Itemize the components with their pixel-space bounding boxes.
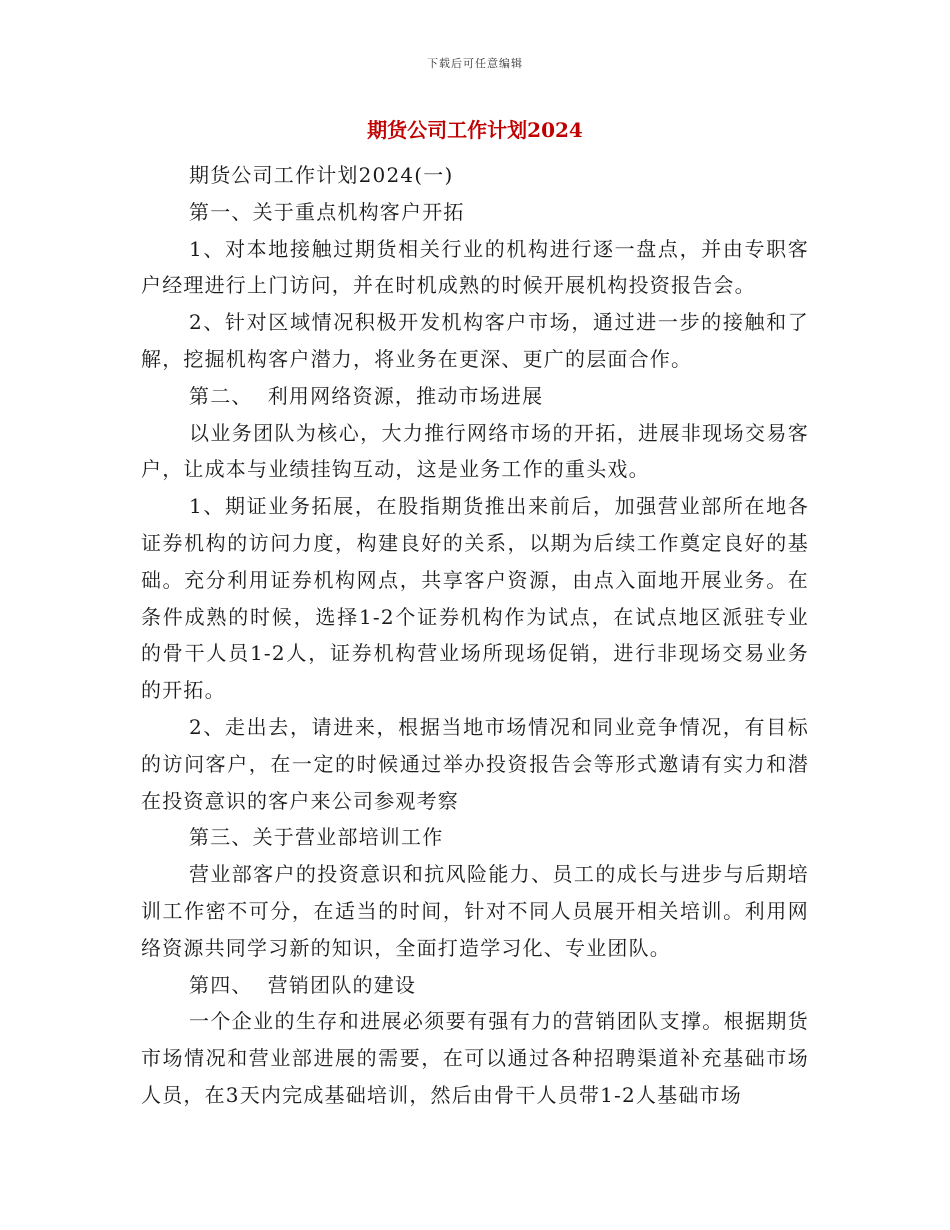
section-heading-3: 第三、关于营业部培训工作	[189, 825, 444, 850]
subtitle-paragraph: 期货公司工作计划2024(一)	[189, 163, 454, 187]
body-paragraph: 一个企业的生存和进展必须要有强有力的营销团队支撑。根据期货市场情况和营业部进展的需要，在可以通过各种招聘渠道补充基础市场人员，在3天内完成基础培训，然后由骨干人员带1-2人基础市场	[141, 1009, 809, 1107]
body-paragraph: 2、走出去，请进来，根据当地市场情况和同业竞争情况，有目标的访问客户，在一定的时候通过举办投资报告会等形式邀请有实力和潜在投资意识的客户来公司参观考察	[141, 714, 809, 813]
document-body	[141, 157, 809, 1114]
body-paragraph: 2、针对区域情况积极开发机构客户市场，通过进一步的接触和了解，挖掘机构客户潜力，将业务在更深、更广的层面合作。	[141, 310, 809, 371]
section-heading-1: 第一、关于重点机构客户开拓	[189, 199, 465, 224]
body-paragraph: 1、对本地接触过期货相关行业的机构进行逐一盘点，并由专职客户经理进行上门访问，并在时机成熟的时候开展机构投资报告会。	[141, 236, 809, 298]
body-paragraph: 营业部客户的投资意识和抗风险能力、员工的成长与进步与后期培训工作密不可分，在适当的时间，针对不同人员展开相关培训。利用网络资源共同学习新的知识，全面打造学习化、专业团队。	[141, 862, 809, 960]
page-header-note: 下载后可任意编辑	[427, 57, 523, 70]
section-heading-4: 第四、 营销团队的建设	[189, 972, 417, 997]
section-heading-2: 第二、 利用网络资源，推动市场进展	[189, 383, 544, 408]
document-title: 期货公司工作计划2024	[367, 118, 583, 142]
body-paragraph: 1、期证业务拓展，在股指期货推出来前后，加强营业部所在地各证券机构的访问力度，构建良好的关系，以期为后续工作奠定良好的基础。充分利用证券机构网点，共享客户资源，由点入面地开展业务。在条件成熟的时候，选择1-2个证券机构作为试点，在试点地区派驻专业的骨干人员1-2人，证券机构营业场所现场促销，进行非现场交易业务的开拓。	[141, 494, 809, 703]
body-paragraph: 以业务团队为核心，大力推行网络市场的开拓，进展非现场交易客户，让成本与业绩挂钩互动，这是业务工作的重头戏。	[141, 420, 809, 482]
